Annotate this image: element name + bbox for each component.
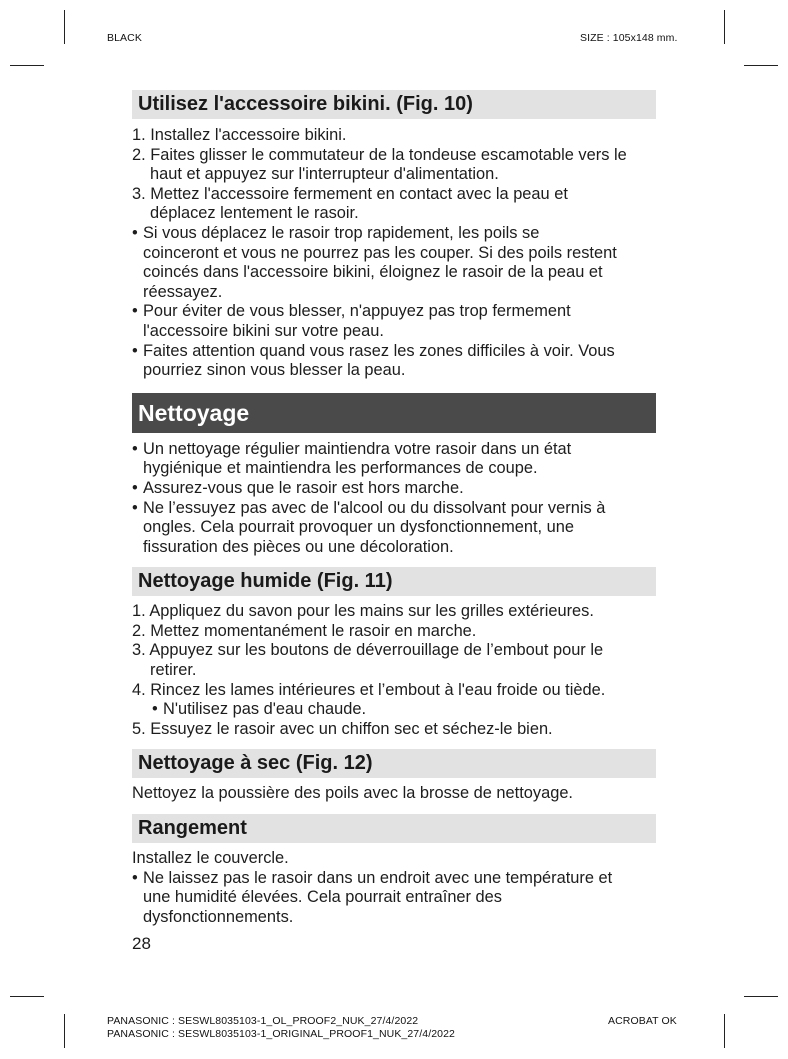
section-body-nettoyage: [132, 440, 656, 558]
approval-label: ACROBAT OK: [608, 1015, 677, 1027]
bullet-continuation: pourriez sinon vous blesser la peau.: [143, 361, 406, 380]
crop-mark: [64, 1014, 65, 1048]
bullet-text: Ne laissez pas le rasoir dans un endroit avec une température et: [143, 868, 613, 887]
bullet-line: [132, 302, 656, 322]
bullet-line: [132, 479, 656, 499]
step-line: 1. Appliquez du savon pour les mains sur les grilles extérieures.: [132, 602, 594, 621]
bullet-text: Pour éviter de vous blesser, n'appuyez pas trop fermement: [143, 302, 571, 321]
bullet-continuation: dysfonctionnements.: [143, 907, 294, 926]
size-label: SIZE : 105x148 mm.: [580, 32, 678, 44]
step-continuation: haut et appuyez sur l'interrupteur d'alimentation.: [150, 165, 499, 184]
bullet: •: [132, 223, 138, 242]
bullet: •: [132, 478, 138, 497]
step-line: 1. Installez l'accessoire bikini.: [132, 126, 347, 144]
page-number: 28: [132, 934, 151, 954]
proof-line-1: PANASONIC : SESWL8035103-1_OL_PROOF2_NUK_27/4/2022: [107, 1015, 419, 1027]
bullet-text: Assurez-vous que le rasoir est hors marche.: [143, 478, 464, 497]
crop-mark: [64, 10, 65, 44]
section-heading-nettoyage: Nettoyage: [132, 393, 656, 433]
color-label: BLACK: [107, 32, 142, 44]
bullet-continuation: une humidité élevées. Cela pourrait entraîner des: [143, 888, 502, 907]
bullet-text: N'utilisez pas d'eau chaude.: [163, 700, 367, 719]
section-body-sec: [132, 784, 656, 804]
crop-mark: [744, 996, 778, 997]
paragraph-line: Installez le couvercle.: [132, 849, 289, 868]
section-heading-bikini: Utilisez l'accessoire bikini. (Fig. 10): [132, 90, 656, 119]
bullet-line: [132, 869, 656, 889]
bullet: •: [152, 700, 158, 719]
page-content: [132, 90, 656, 954]
paragraph-line: Nettoyez la poussière des poils avec la brosse de nettoyage.: [132, 784, 573, 803]
bullet: •: [132, 439, 138, 458]
bullet-line: [132, 700, 656, 720]
step-line: 4. Rincez les lames intérieures et l’embout à l'eau froide ou tiède.: [132, 680, 606, 699]
bullet-line: [132, 440, 656, 460]
proof-line-2: PANASONIC : SESWL8035103-1_ORIGINAL_PROOF1_NUK_27/4/2022: [107, 1028, 455, 1040]
bullet-line: [132, 342, 656, 362]
step-continuation: déplacez lentement le rasoir.: [150, 204, 359, 223]
step-continuation: retirer.: [150, 661, 197, 680]
crop-mark: [724, 1014, 725, 1048]
bullet-continuation: l'accessoire bikini sur votre peau.: [143, 321, 384, 340]
bullet-continuation: fissuration des pièces ou une décoloration.: [143, 537, 454, 556]
crop-mark: [744, 65, 778, 66]
step-line: 5. Essuyez le rasoir avec un chiffon sec et séchez-le bien.: [132, 719, 553, 738]
section-body-rangement: [132, 849, 656, 927]
bullet-text: Ne l’essuyez pas avec de l'alcool ou du dissolvant pour vernis à: [143, 498, 606, 517]
bullet-continuation: coincés dans l'accessoire bikini, éloignez le rasoir de la peau et: [143, 263, 603, 282]
bullet-continuation: hygiénique et maintiendra les performances de coupe.: [143, 459, 538, 478]
bullet: •: [132, 341, 138, 360]
bullet-continuation: réessayez.: [143, 282, 223, 301]
crop-mark: [724, 10, 725, 44]
bullet: •: [132, 498, 138, 517]
section-heading-sec: Nettoyage à sec (Fig. 12): [132, 749, 656, 778]
section-heading-humide: Nettoyage humide (Fig. 11): [132, 567, 656, 596]
crop-mark: [10, 996, 44, 997]
step-line: 3. Appuyez sur les boutons de déverrouillage de l’embout pour le: [132, 641, 604, 660]
bullet-line: [132, 224, 656, 244]
step-line: 2. Mettez momentanément le rasoir en marche.: [132, 621, 477, 640]
section-body-humide: [132, 602, 656, 739]
bullet-text: Si vous déplacez le rasoir trop rapidement, les poils se: [143, 223, 540, 242]
bullet-line: [132, 499, 656, 519]
bullet-text: Un nettoyage régulier maintiendra votre rasoir dans un état: [143, 439, 572, 458]
crop-mark: [10, 65, 44, 66]
step-line: 3. Mettez l'accessoire fermement en contact avec la peau et: [132, 184, 568, 203]
bullet-continuation: coinceront et vous ne pourrez pas les couper. Si des poils restent: [143, 243, 617, 262]
bullet-continuation: ongles. Cela pourrait provoquer un dysfonctionnement, une: [143, 518, 574, 537]
step-line: 2. Faites glisser le commutateur de la tondeuse escamotable vers le: [132, 145, 627, 164]
bullet: •: [132, 868, 138, 887]
bullet-text: Faites attention quand vous rasez les zones difficiles à voir. Vous: [143, 341, 615, 360]
section-heading-rangement: Rangement: [132, 814, 656, 843]
section-body-bikini: [132, 126, 656, 381]
bullet: •: [132, 302, 138, 321]
